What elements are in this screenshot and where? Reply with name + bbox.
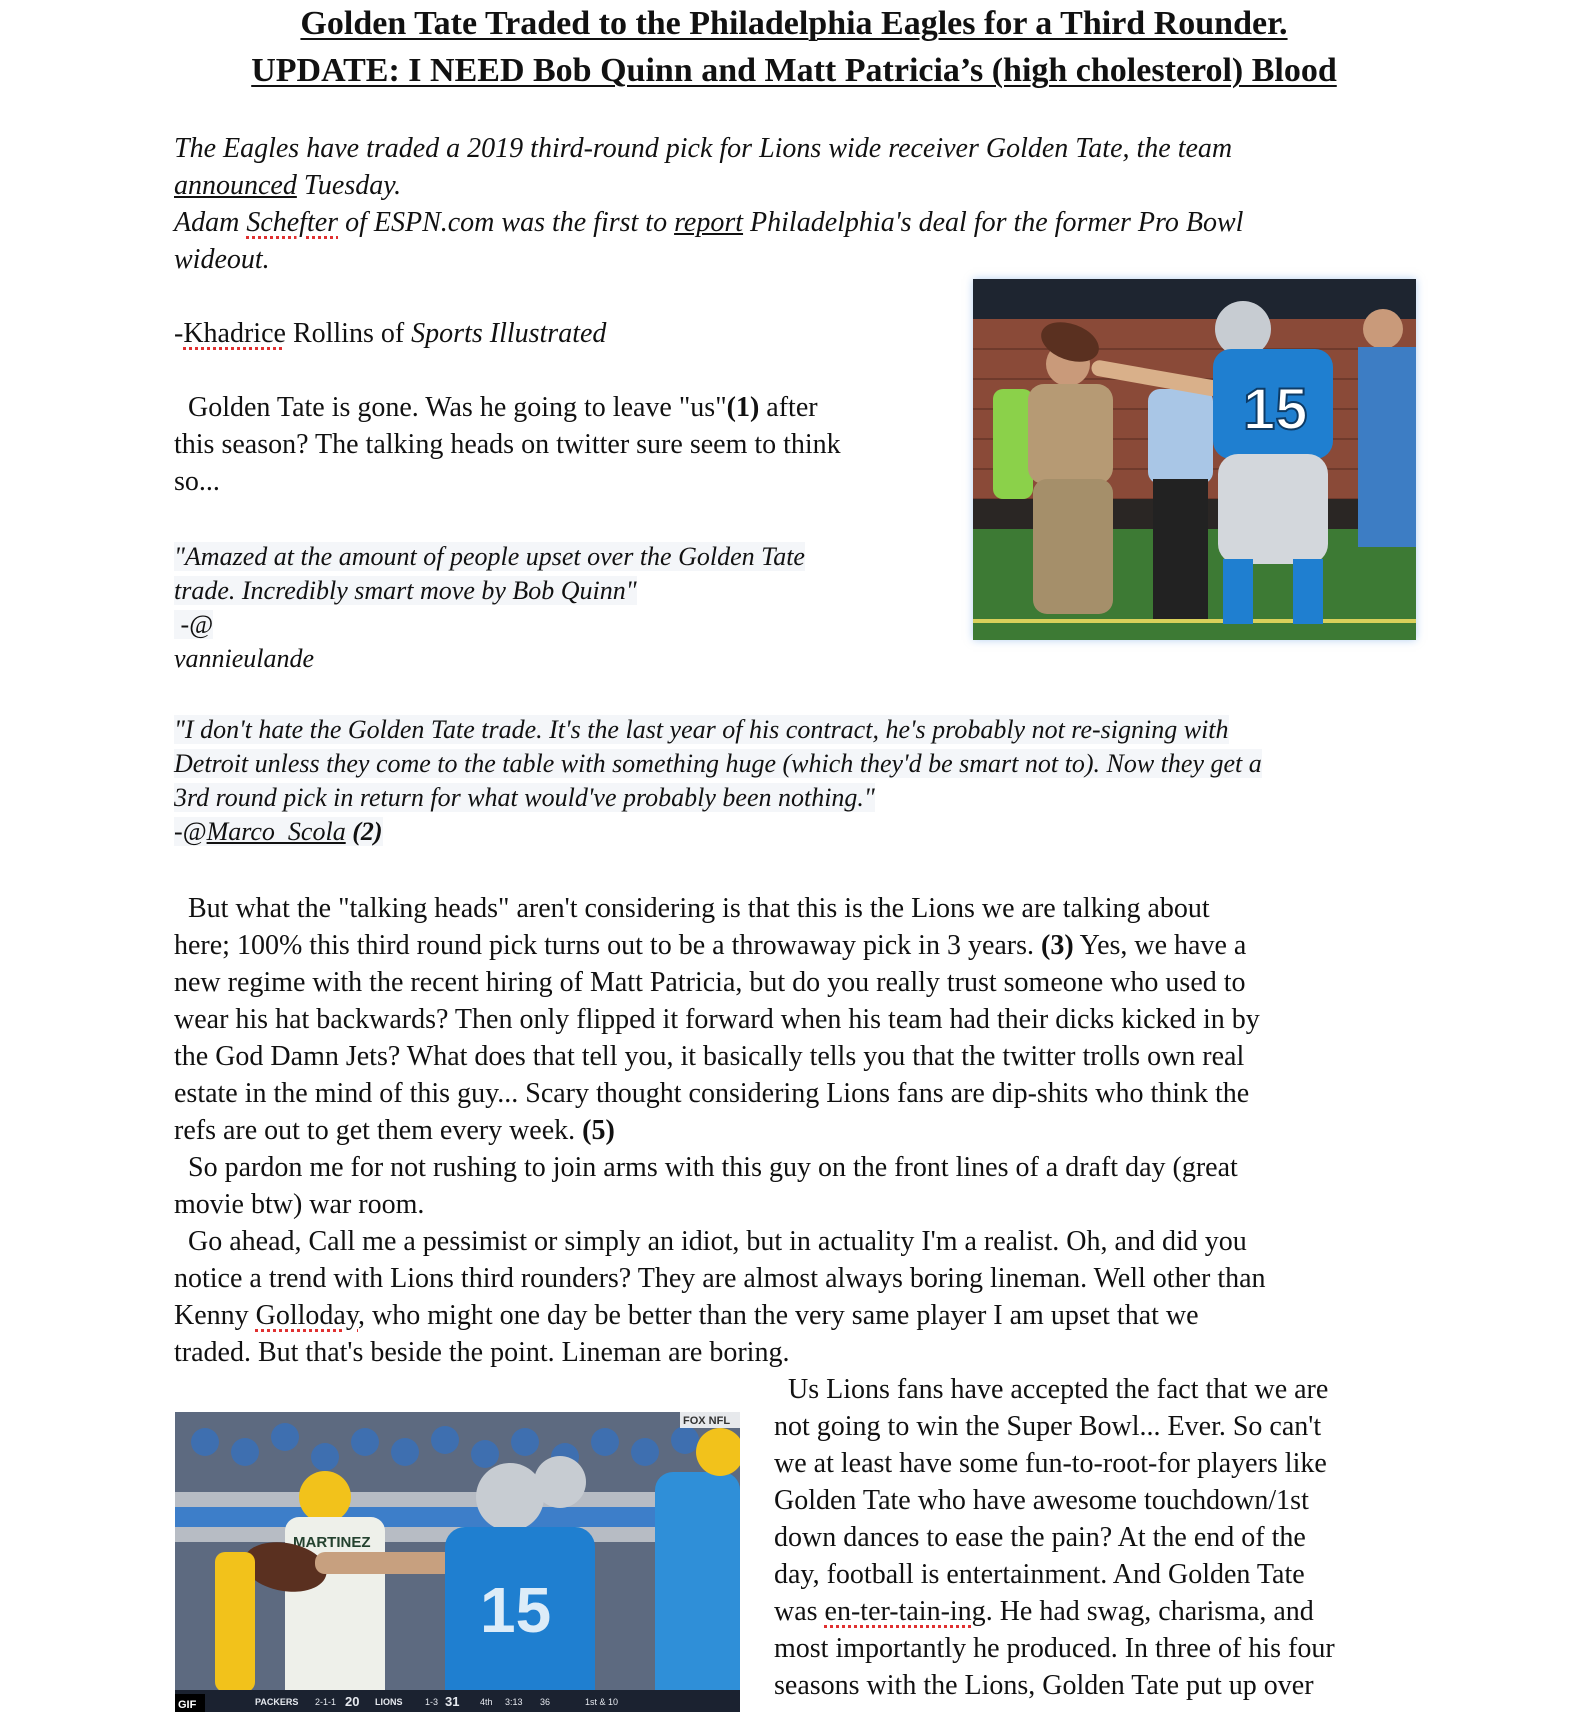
para1-line-1 [174,389,818,426]
para-text: , who might one day be better than the very same player I am upset that we [358,1300,1199,1331]
home-team: LIONS [375,1697,403,1707]
para2-line-4: wear his hat backwards? Then only flipped it forward when his team had their dicks kicked in by [174,1004,1260,1035]
stadium-top [973,279,1416,319]
para-text: here; 100% this third round pick turns out to be a throwaway pick in 3 years. [174,930,1042,961]
para3-line-2: movie btw) war room. [174,1189,425,1220]
fan-shirt [1358,347,1416,547]
para2-line-1: But what the "talking heads" aren't considering is that this is the Lions we are talking about [174,893,1210,924]
packers-helmet [299,1471,351,1523]
golden-tate-celebration-photo [973,279,1416,640]
para4-line-3 [174,1297,1199,1334]
report-link[interactable]: report [674,207,744,238]
name-on-jersey: MARTINEZ [293,1534,371,1551]
khaki-pants [1033,479,1113,614]
footnote-ref-1: (1) [726,392,760,423]
silver-pants [1218,454,1328,564]
para-text: Kenny [174,1300,256,1331]
footnote-ref-3: (3) [1041,930,1074,961]
quote1-line-1 [174,540,805,574]
attribution [174,315,606,352]
para2-line-7 [174,1112,615,1149]
intro-text: Tuesday. [296,170,402,201]
misspelled-word-entertaining[interactable]: en-ter-tain-ing [824,1596,986,1627]
game-clock: 3:13 [505,1697,523,1707]
para4-line-2: notice a trend with Lions third rounders? They are almost always boring lineman. Well other than [174,1263,1266,1294]
quote2-line-2 [174,747,1262,781]
photo-illustration [973,279,1416,640]
para3-line-1: So pardon me for not rushing to join arms with this guy on the front lines of a draft day (great [174,1152,1238,1183]
para4-line-1: Go ahead, Call me a pessimist or simply an idiot, but in actuality I'm a realist. Oh, and did you [174,1226,1247,1257]
para2-line-5: the God Damn Jets? What does that tell you, it basically tells you that the twitter trolls own real [174,1041,1245,1072]
quote-handle-prefix: -@ [174,817,207,846]
article-title-line-2: UPDATE: I NEED Bob Quinn and Matt Patricia’s (high cholesterol) Blood [251,52,1337,89]
footnote-ref-2: (2) [345,817,383,846]
twitter-handle-link[interactable]: Marco_Scola [206,817,346,846]
para1-line-3: so... [174,466,220,497]
lions-helmet [476,1463,544,1531]
intro-line-2 [174,167,401,204]
intro-text: of ESPN.com was the first to [338,207,675,238]
silver-helmet [1215,301,1271,357]
quote2-line-1 [174,713,1229,747]
quote-handle-prefix: -@ [174,610,214,639]
misspelled-word-schefter[interactable]: Schefter [246,207,339,238]
yard-line [973,619,1416,623]
para-text: refs are out to get them every week. [174,1115,583,1146]
intro-line-4: wideout. [174,244,270,275]
jersey-number: 15 [1243,377,1308,442]
golden-tate-gif[interactable] [175,1412,740,1712]
home-record: 1-3 [425,1697,439,1707]
quarter: 4th [480,1697,493,1707]
quote-text: Detroit unless they come to the table with something huge (which they'd be smart not to). Now they get a [174,749,1262,778]
para-text: Golden Tate is gone. Was he going to leave "us" [174,392,727,423]
para5-line-1: Us Lions fans have accepted the fact that we are [774,1374,1329,1405]
fan-head [1363,309,1403,349]
quote-text: "I don't hate the Golden Tate trade. It's the last year of his contract, he's probably not re-signing with [174,715,1229,744]
para5-line-7 [774,1593,1314,1630]
down-distance: 1st & 10 [585,1697,619,1707]
intro-text: The Eagles have traded a 2019 third-round pick for Lions wide receiver Golden Tate, the team [174,133,1233,164]
attribution-dash: - [174,318,184,349]
quote1-line-2 [174,574,637,608]
quote-text: trade. Incredibly smart move by Bob Quinn" [174,576,637,605]
quote2-line-4 [174,815,383,849]
play-clock: 36 [540,1697,551,1707]
packers-staff [215,1552,255,1692]
away-team: PACKERS [255,1697,299,1707]
official-pants [1153,479,1208,619]
quote1-line-4: vannieulande [174,644,315,673]
blue-shirt-official [1148,389,1213,484]
para5-line-2: not going to win the Super Bowl... Ever. So can't [774,1411,1322,1442]
network-bug: FOX NFL [683,1415,731,1427]
away-record: 2-1-1 [315,1697,337,1707]
para2-line-3: new regime with the recent hiring of Matt Patricia, but do you really trust someone who used to [174,967,1246,998]
para-text: after [759,392,818,423]
intro-text: Adam [174,207,247,238]
para4-line-4: traded. But that's beside the point. Lineman are boring. [174,1337,790,1368]
green-vest-person [993,389,1033,499]
teammate-helmet [534,1456,586,1508]
left-sock [1223,559,1253,624]
para5-line-3: we at least have some fun-to-root-for players like [774,1448,1327,1479]
para-text: was [774,1596,825,1627]
away-score: 20 [345,1694,360,1709]
para5-line-8: most importantly he produced. In three of his four [774,1633,1335,1664]
para2-line-2 [174,927,1246,964]
quote-text: "Amazed at the amount of people upset over the Golden Tate [174,542,805,571]
article-title-line-1: Golden Tate Traded to the Philadelphia Eagles for a Third Rounder. [300,5,1288,42]
teammate-jersey [655,1472,740,1712]
footnote-ref-5: (5) [582,1115,615,1146]
para5-line-6: day, football is entertainment. And Golden Tate [774,1559,1305,1590]
publication-name: Sports Illustrated [411,318,607,349]
intro-text: Philadelphia's deal for the former Pro Bowl [743,207,1244,238]
home-score: 31 [445,1694,460,1709]
jersey-number: 15 [480,1574,552,1646]
para5-line-9: seasons with the Lions, Golden Tate put up over [774,1670,1314,1701]
gif-badge: GIF [178,1699,197,1711]
para1-line-2: this season? The talking heads on twitter sure seem to think [174,429,841,460]
quote1-line-3 [174,608,213,642]
quote2-line-3 [174,781,875,815]
para2-line-6: estate in the mind of this guy... Scary thought considering Lions fans are dip-shits who think the [174,1078,1250,1109]
para5-line-5: down dances to ease the pain? At the end of the [774,1522,1306,1553]
para-text: . He had swag, charisma, and [985,1596,1314,1627]
right-sock [1293,559,1323,624]
intro-line-1 [174,130,1232,167]
para-text: Yes, we have a [1073,930,1247,961]
misspelled-word-golloday[interactable]: Golloday [255,1300,359,1331]
gif-illustration [175,1412,740,1712]
para5-line-4: Golden Tate who have awesome touchdown/1st [774,1485,1309,1516]
attribution-text: Rollins of [285,318,412,349]
announced-link[interactable]: announced [174,170,297,201]
tan-vest [1028,384,1113,484]
intro-line-3 [174,204,1243,241]
misspelled-word-khadrice[interactable]: Khadrice [183,318,286,349]
quote-text: 3rd round pick in return for what would've probably been nothing." [174,783,875,812]
